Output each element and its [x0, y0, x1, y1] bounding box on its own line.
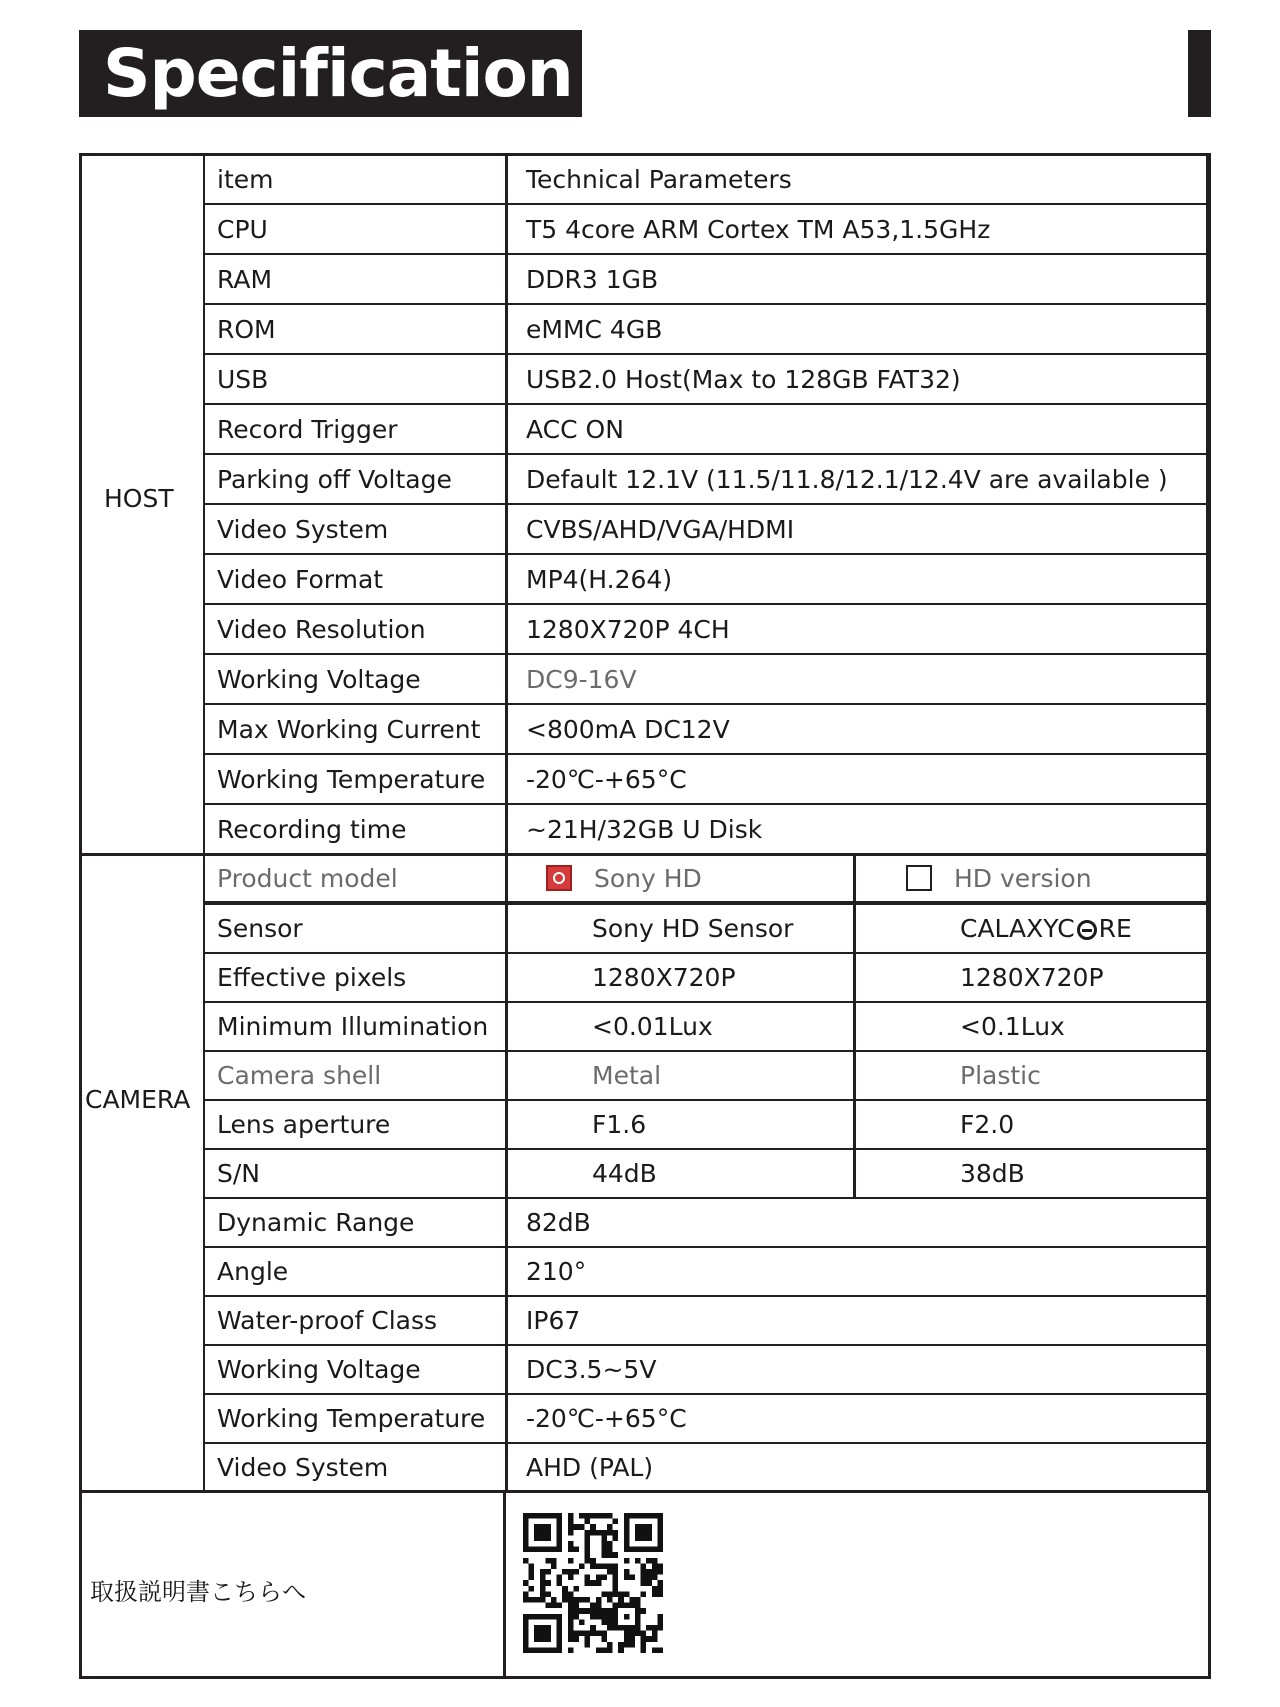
- spec-label: Working Temperature: [203, 1393, 507, 1444]
- spec-label: Video System: [203, 503, 507, 555]
- spec-value: Default 12.1V (11.5/11.8/12.1/12.4V are available ): [506, 453, 1208, 505]
- spec-value: <800mA DC12V: [506, 703, 1208, 755]
- table-row: [203, 1246, 1208, 1297]
- table-row: [203, 503, 1208, 555]
- spec-label: Recording time: [203, 803, 507, 855]
- table-row: [203, 353, 1208, 405]
- table-row: [203, 703, 1208, 755]
- option-hd-version[interactable]: [854, 853, 1208, 903]
- checked-checkbox-icon[interactable]: [546, 865, 572, 891]
- spec-value: -20℃-+65°C: [506, 1393, 1208, 1444]
- table-row: [203, 453, 1208, 505]
- spec-label: Effective pixels: [203, 952, 507, 1003]
- unchecked-checkbox-icon[interactable]: [906, 865, 932, 891]
- title-accent-bar: [1188, 30, 1211, 117]
- spec-value: USB2.0 Host(Max to 128GB FAT32): [506, 353, 1208, 405]
- spec-value: DC3.5~5V: [506, 1344, 1208, 1395]
- spec-label: Product model: [203, 853, 507, 903]
- spec-value: AHD (PAL): [506, 1442, 1208, 1493]
- table-row: [203, 653, 1208, 705]
- spec-label: S/N: [203, 1148, 507, 1199]
- spec-label: Parking off Voltage: [203, 453, 507, 505]
- spec-value: T5 4core ARM Cortex TM A53,1.5GHz: [506, 203, 1208, 255]
- table-row: [203, 1295, 1208, 1346]
- sensor-name-part: RE: [1098, 914, 1132, 943]
- table-row: [203, 203, 1208, 255]
- spec-value-hd: Plastic: [854, 1050, 1208, 1101]
- table-row: [203, 1344, 1208, 1395]
- option-label: Sony HD: [594, 863, 702, 893]
- spec-value: CVBS/AHD/VGA/HDMI: [506, 503, 1208, 555]
- table-row: [203, 1197, 1208, 1248]
- spec-label: Video Resolution: [203, 603, 507, 655]
- spec-label: ROM: [203, 303, 507, 355]
- spec-label: Video Format: [203, 553, 507, 605]
- camera-section-label: CAMERA: [85, 1085, 191, 1114]
- manual-link-label: 取扱説明書こちらへ: [90, 1578, 306, 1606]
- qr-code[interactable]: [523, 1513, 663, 1653]
- table-row: [203, 1050, 1208, 1101]
- spec-value: IP67: [506, 1295, 1208, 1346]
- table-row: [203, 403, 1208, 455]
- spec-value: 210°: [506, 1246, 1208, 1297]
- option-sony-hd[interactable]: [506, 853, 855, 903]
- spec-label: RAM: [203, 253, 507, 305]
- table-row: [203, 952, 1208, 1003]
- table-row: [203, 1442, 1208, 1493]
- spec-value-hd: [854, 903, 1208, 954]
- spec-label: Minimum Illumination: [203, 1001, 507, 1052]
- spec-label: Max Working Current: [203, 703, 507, 755]
- spec-label: Working Voltage: [203, 1344, 507, 1395]
- spec-value-sony: <0.01Lux: [506, 1001, 855, 1052]
- spec-value: 1280X720P 4CH: [506, 603, 1208, 655]
- spec-label: USB: [203, 353, 507, 405]
- spec-value: MP4(H.264): [506, 553, 1208, 605]
- table-row: [203, 253, 1208, 305]
- table-row: [203, 753, 1208, 805]
- table-row: [203, 1001, 1208, 1052]
- table-row: [203, 553, 1208, 605]
- core-logo-icon: [1077, 920, 1097, 940]
- spec-label: Working Temperature: [203, 753, 507, 805]
- spec-label: Sensor: [203, 903, 507, 954]
- spec-label: Lens aperture: [203, 1099, 507, 1150]
- spec-value-sony: Metal: [506, 1050, 855, 1101]
- table-row: [203, 603, 1208, 655]
- host-section-label: HOST: [104, 484, 174, 513]
- spec-label: Record Trigger: [203, 403, 507, 455]
- product-model-row: [203, 853, 1208, 903]
- spec-value: -20℃-+65°C: [506, 753, 1208, 805]
- spec-value: DDR3 1GB: [506, 253, 1208, 305]
- spec-value-sony: F1.6: [506, 1099, 855, 1150]
- table-row: [203, 1099, 1208, 1150]
- spec-value-hd: 38dB: [854, 1148, 1208, 1199]
- spec-label: Camera shell: [203, 1050, 507, 1101]
- spec-value-hd: F2.0: [854, 1099, 1208, 1150]
- spec-value: DC9-16V: [506, 653, 1208, 705]
- spec-value: eMMC 4GB: [506, 303, 1208, 355]
- spec-value: ACC ON: [506, 403, 1208, 455]
- sensor-name-part: CALAXYC: [960, 914, 1075, 943]
- spec-label: Water-proof Class: [203, 1295, 507, 1346]
- manual-divider: [503, 1490, 506, 1679]
- spec-value-sony: 1280X720P: [506, 952, 855, 1003]
- table-row: [203, 903, 1208, 954]
- spec-label: CPU: [203, 203, 507, 255]
- spec-value-hd: 1280X720P: [854, 952, 1208, 1003]
- spec-value: 82dB: [506, 1197, 1208, 1248]
- spec-value-sony: Sony HD Sensor: [506, 903, 855, 954]
- spec-label: Dynamic Range: [203, 1197, 507, 1248]
- spec-label: Working Voltage: [203, 653, 507, 705]
- spec-label: Video System: [203, 1442, 507, 1493]
- option-label: HD version: [954, 863, 1092, 893]
- spec-value: ~21H/32GB U Disk: [506, 803, 1208, 855]
- table-row: [203, 1148, 1208, 1199]
- table-row: [203, 803, 1208, 855]
- spec-value-hd: <0.1Lux: [854, 1001, 1208, 1052]
- table-row: [203, 303, 1208, 355]
- spec-value-sony: 44dB: [506, 1148, 855, 1199]
- spec-label: Angle: [203, 1246, 507, 1297]
- spec-label: item: [203, 153, 507, 205]
- spec-value: Technical Parameters: [506, 153, 1208, 205]
- table-row: [203, 1393, 1208, 1444]
- table-header-row: [203, 153, 1208, 205]
- page-title: Specification: [79, 30, 582, 117]
